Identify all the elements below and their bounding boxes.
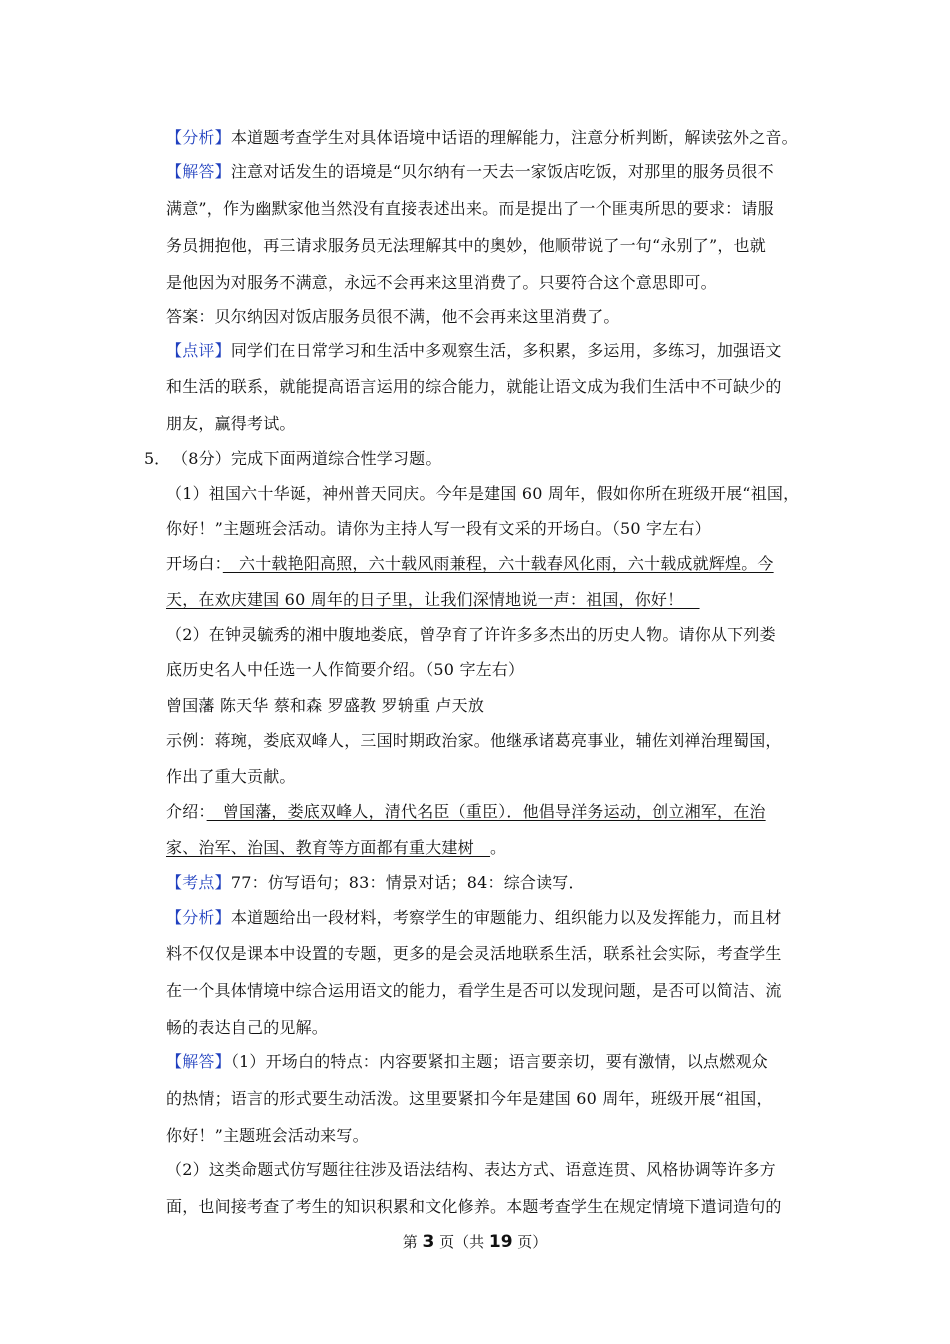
page-total: 19 <box>488 1232 513 1252</box>
answer2-line-2: 的热情；语言的形式要生动活泼。这里要紧扣今年是建国 60 周年，班级开展“祖国， <box>166 1089 773 1108</box>
analysis2-line-4: 畅的表达自己的见解。 <box>166 1018 329 1037</box>
question-title: （8分）完成下面两道综合性学习题。 <box>172 449 442 468</box>
answer2-tag: 【解答】 <box>166 1052 231 1071</box>
page-footer <box>0 1231 950 1252</box>
answer2-line-3: 你好！”主题班会活动来写。 <box>166 1126 369 1145</box>
comment-line-1 <box>166 341 782 361</box>
answer-line-3: 务员拥抱他，再三请求服务员无法理解其中的奥妙，他顺带说了一句“永别了”，也就 <box>166 236 766 255</box>
footer-mid: 页（共 <box>434 1233 489 1251</box>
comment-line-3: 朋友，赢得考试。 <box>166 414 296 433</box>
analysis2-line-3: 在一个具体情境中综合运用语文的能力，看学生是否可以发现问题，是否可以简洁、流 <box>166 981 782 1000</box>
answer2-line-4: （2）这类命题式仿写题往往涉及语法结构、表达方式、语意连贯、风格协调等许多方 <box>166 1160 776 1179</box>
opening-label: 开场白： <box>166 554 223 573</box>
subquestion-1-line-1: （1）祖国六十华诞，神州普天同庆。今年是建国 60 周年，假如你所在班级开展“祖国， <box>166 484 800 503</box>
answer-text: 注意对话发生的语境是“贝尔纳有一天去一家饭店吃饭，对那里的服务员很不 <box>230 162 774 181</box>
analysis-text: 本道题考查学生对具体语境中话语的理解能力，注意分析判断，解读弦外之音。 <box>230 128 798 147</box>
page-number: 3 <box>422 1232 435 1252</box>
answer-final: 答案：贝尔纳因对饭店服务员很不满，他不会再来这里消费了。 <box>166 307 620 326</box>
intro-answer-line-2 <box>166 838 506 858</box>
analysis2-text: 本道题给出一段材料，考察学生的审题能力、组织能力以及发挥能力，而且材 <box>230 908 782 927</box>
footer-post: 页） <box>512 1233 548 1251</box>
intro-answer-line-1 <box>166 802 766 822</box>
answer-line-4: 是他因为对服务不满意，永远不会再来这里消费了。只要符合这个意思即可。 <box>166 273 717 292</box>
names-list: 曾国藩 陈天华 蔡和森 罗盛教 罗辀重 卢天放 <box>166 696 485 715</box>
kaodian-line <box>166 873 585 893</box>
footer-pre: 第 <box>402 1233 423 1251</box>
comment-tag: 【点评】 <box>166 341 231 360</box>
subquestion-1-line-2: 你好！”主题班会活动。请你为主持人写一段有文采的开场白。（50 字左右） <box>166 519 711 538</box>
analysis-line <box>166 128 798 148</box>
answer2-text: （1）开场白的特点：内容要紧扣主题；语言要亲切，要有激情，以点燃观众 <box>230 1052 768 1071</box>
opening-answer-line-2: 天，在欢庆建国 60 周年的日子里，让我们深情地说一声：祖国，你好！ <box>166 590 700 609</box>
intro-answer-text-2: 家、治军、治国、教育等方面都有重大建树 <box>166 838 491 857</box>
example-line-1: 示例：蒋琬，娄底双峰人，三国时期政治家。他继承诸葛亮事业，辅佐刘禅治理蜀国， <box>166 731 782 750</box>
analysis2-tag: 【分析】 <box>166 908 231 927</box>
intro-label: 介绍： <box>166 802 207 821</box>
question-number: 5． <box>144 449 171 468</box>
analysis-tag: 【分析】 <box>166 128 231 147</box>
example-line-2: 作出了重大贡献。 <box>166 767 296 786</box>
comment-text: 同学们在日常学习和生活中多观察生活，多积累，多运用，多练习，加强语文 <box>230 341 782 360</box>
subquestion-2-line-1: （2）在钟灵毓秀的湘中腹地娄底，曾孕育了许许多多杰出的历史人物。请你从下列娄 <box>166 625 776 644</box>
opening-answer-text: 六十载艳阳高照，六十载风雨兼程，六十载春风化雨，六十载成就辉煌。今 <box>222 554 774 573</box>
kaodian-tag: 【考点】 <box>166 873 231 892</box>
subquestion-2-line-2: 底历史名人中任选一人作简要介绍。（50 字左右） <box>166 660 525 679</box>
answer2-line-1 <box>166 1052 768 1072</box>
intro-end-punct: 。 <box>490 838 507 857</box>
answer2-line-5: 面，也间接考查了考生的知识积累和文化修养。本题考查学生在规定情境下遣词造句的 <box>166 1197 782 1216</box>
comment-line-2: 和生活的联系，就能提高语言运用的综合能力，就能让语文成为我们生活中不可缺少的 <box>166 377 782 396</box>
answer-line-2: 满意”，作为幽默家他当然没有直接表述出来。而是提出了一个匪夷所思的要求：请服 <box>166 199 774 218</box>
analysis2-line-2: 料不仅仅是课本中设置的专题，更多的是会灵活地联系生活，联系社会实际，考查学生 <box>166 944 782 963</box>
kaodian-text: 77：仿写语句；83：情景对话；84：综合读写． <box>230 873 585 892</box>
answer-tag: 【解答】 <box>166 162 231 181</box>
answer-line-1 <box>166 162 774 182</box>
opening-answer-line-1 <box>166 554 774 574</box>
intro-answer-text: 曾国藩，娄底双峰人，清代名臣（重臣）．他倡导洋务运动，创立湘军，在治 <box>206 802 766 821</box>
analysis2-line-1 <box>166 908 782 928</box>
